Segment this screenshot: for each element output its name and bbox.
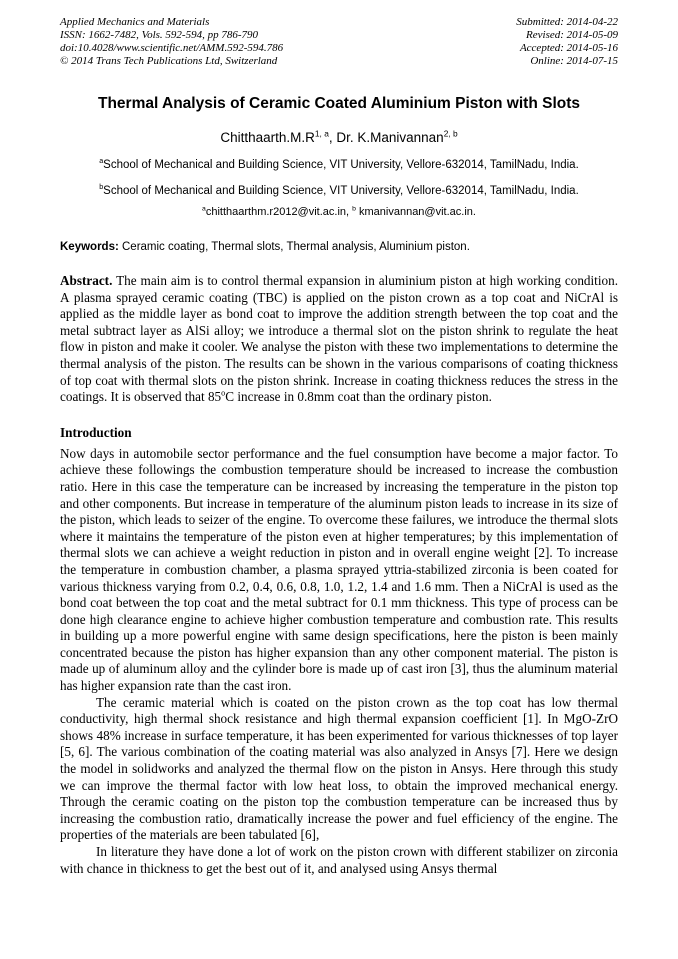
email-marker-b: b [352, 205, 356, 213]
abstract-text-before: The main aim is to control thermal expansion in aluminium piston at high working condition. A plasma sprayed ceramic coating (TBC) is applied on the piston crown as a top coat and NiCrAl is applied as the middle layer as bond coat to improve the addition strength between the top coat and the metal subtract layer as AlSi alloy; we introduce a thermal slot on the piston shrink to regulate the heat flow in piston and make it cooler. We analyse the piston with these two implementations to determine the thermal analysis of the piston. The results can be shown in the various comparisons of coating thickness of top coat with thermal slots on the piston shrink. Increase in coating thickness reduces the stress in the coatings. It is observed that 85 [60, 273, 618, 405]
author-superscript-1: 1, a [314, 128, 329, 139]
journal-info [60, 16, 283, 68]
affiliation-b [60, 185, 618, 197]
authors-line [60, 130, 618, 145]
email-marker-a: a [202, 205, 206, 213]
body-paragraph-2: The ceramic material which is coated on the piston crown as the top coat has low thermal conductivity, high thermal shock resistance and high thermal expansion coefficient [1]. In MgO-ZrO shows 48% increase in surface temperature, it has been experimented for various thicknesses of top layer [5, 6]. The various combination of the coating material was also analyzed in Ansys [7]. Here we design the model in solidworks and analyzed the thermal flow on the piston in Ansys. Here through this study we can improve the thermal factor with low heat loss, to obtain the improved mechanical energy. Through the ceramic coating on the piston top the combustion temperature can be increased thus by increasing the combustion ratio, dramatically increase the power and fuel efficiency of the engine. The properties of the materials are been tabulated [6], [60, 694, 618, 843]
journal-copyright: © 2014 Trans Tech Publications Ltd, Switzerland [60, 55, 278, 67]
body-paragraph-1: Now days in automobile sector performance and the fuel consumption have become a major factor. To achieve these followings the combustion temperature should be increased to increase the combustion ratio. Here in this case the temperature can be increased by increasing the temperature in the piston top and other components. But increase in temperature of the aluminum piston leads to increase in its size of the piston, which leads to seizer of the engine. To overcome these failures, we introduce the thermal slots where it maintains the temperature of the piston even at higher temperatures; by this implementation of thermal slots we can achieve a weight reduction in piston and in overall engine weight [2]. To increase the temperature in combustion chamber, a plasma sprayed yttria-stabilized zirconia is been coated for various thickness varying from 0.2, 0.4, 0.6, 0.8, 1.0, 1.2, 1.4 and 1.6 mm. Then a NiCrAl is used as the bond coat between the top coat and the metal subtract for 0.1 mm thickness. This type of process can be done high clearance engine to achieve higher combustion temperature and combustion rate. This results in building up a more powerful engine with same design specifications, here the piston is been mainly concentrated because the piston has higher expansion than any other component material. The piston is made up of aluminum alloy and the cylinder bore is made up of cast iron [3], thus the aluminum material has higher expansion rate than the cast iron. [60, 445, 618, 694]
author-name-1: Chitthaarth.M.R [220, 130, 315, 145]
submitted-date: Submitted: 2014-04-22 [516, 16, 618, 28]
authors-separator: , [328, 130, 337, 145]
abstract-label: Abstract. [60, 273, 113, 288]
author-superscript-2: 2, b [443, 128, 458, 139]
affiliation-a-marker: a [99, 157, 104, 166]
affiliation-a-text: School of Mechanical and Building Science, VIT University, Vellore-632014, TamilNadu, India. [103, 159, 579, 171]
email-address-1: chitthaarthm.r2012@vit.ac.in, [205, 206, 353, 218]
body-paragraph-3: In literature they have done a lot of work on the piston crown with different stabilizer on zirconia with chance in thickness to get the best out of it, and analysed using Ansys thermal [60, 844, 618, 876]
revised-date: Revised: 2014-05-09 [526, 29, 618, 41]
accepted-date: Accepted: 2014-05-16 [519, 42, 618, 54]
affiliation-a [60, 159, 618, 171]
journal-name: Applied Mechanics and Materials [60, 16, 210, 28]
journal-doi: doi:10.4028/www.scientific.net/AMM.592-594.786 [60, 42, 284, 54]
journal-header [60, 16, 618, 68]
affiliation-b-text: School of Mechanical and Building Science, VIT University, Vellore-632014, TamilNadu, India. [103, 185, 579, 197]
keywords-text: Ceramic coating, Thermal slots, Thermal analysis, Aluminium piston. [118, 241, 470, 253]
email-address-2: kmanivannan@vit.ac.in. [355, 206, 476, 218]
journal-issn-volumes: ISSN: 1662-7482, Vols. 592-594, pp 786-790 [60, 29, 258, 41]
paper-title: Thermal Analysis of Ceramic Coated Aluminium Piston with Slots [97, 95, 581, 112]
author-name-2: Dr. K.Manivannan [336, 130, 444, 145]
affiliation-b-marker: b [99, 183, 104, 192]
abstract-text-after: C increase in 0.8mm coat than the ordinary piston. [225, 389, 492, 405]
section-heading-introduction: Introduction [60, 424, 132, 440]
online-date: Online: 2014-07-15 [530, 55, 618, 67]
abstract-paragraph [60, 273, 618, 406]
submission-dates [516, 16, 618, 68]
degree-superscript: o [221, 388, 226, 398]
keywords-line [60, 241, 618, 253]
keywords-label: Keywords: [60, 241, 119, 253]
emails-line [60, 206, 618, 218]
